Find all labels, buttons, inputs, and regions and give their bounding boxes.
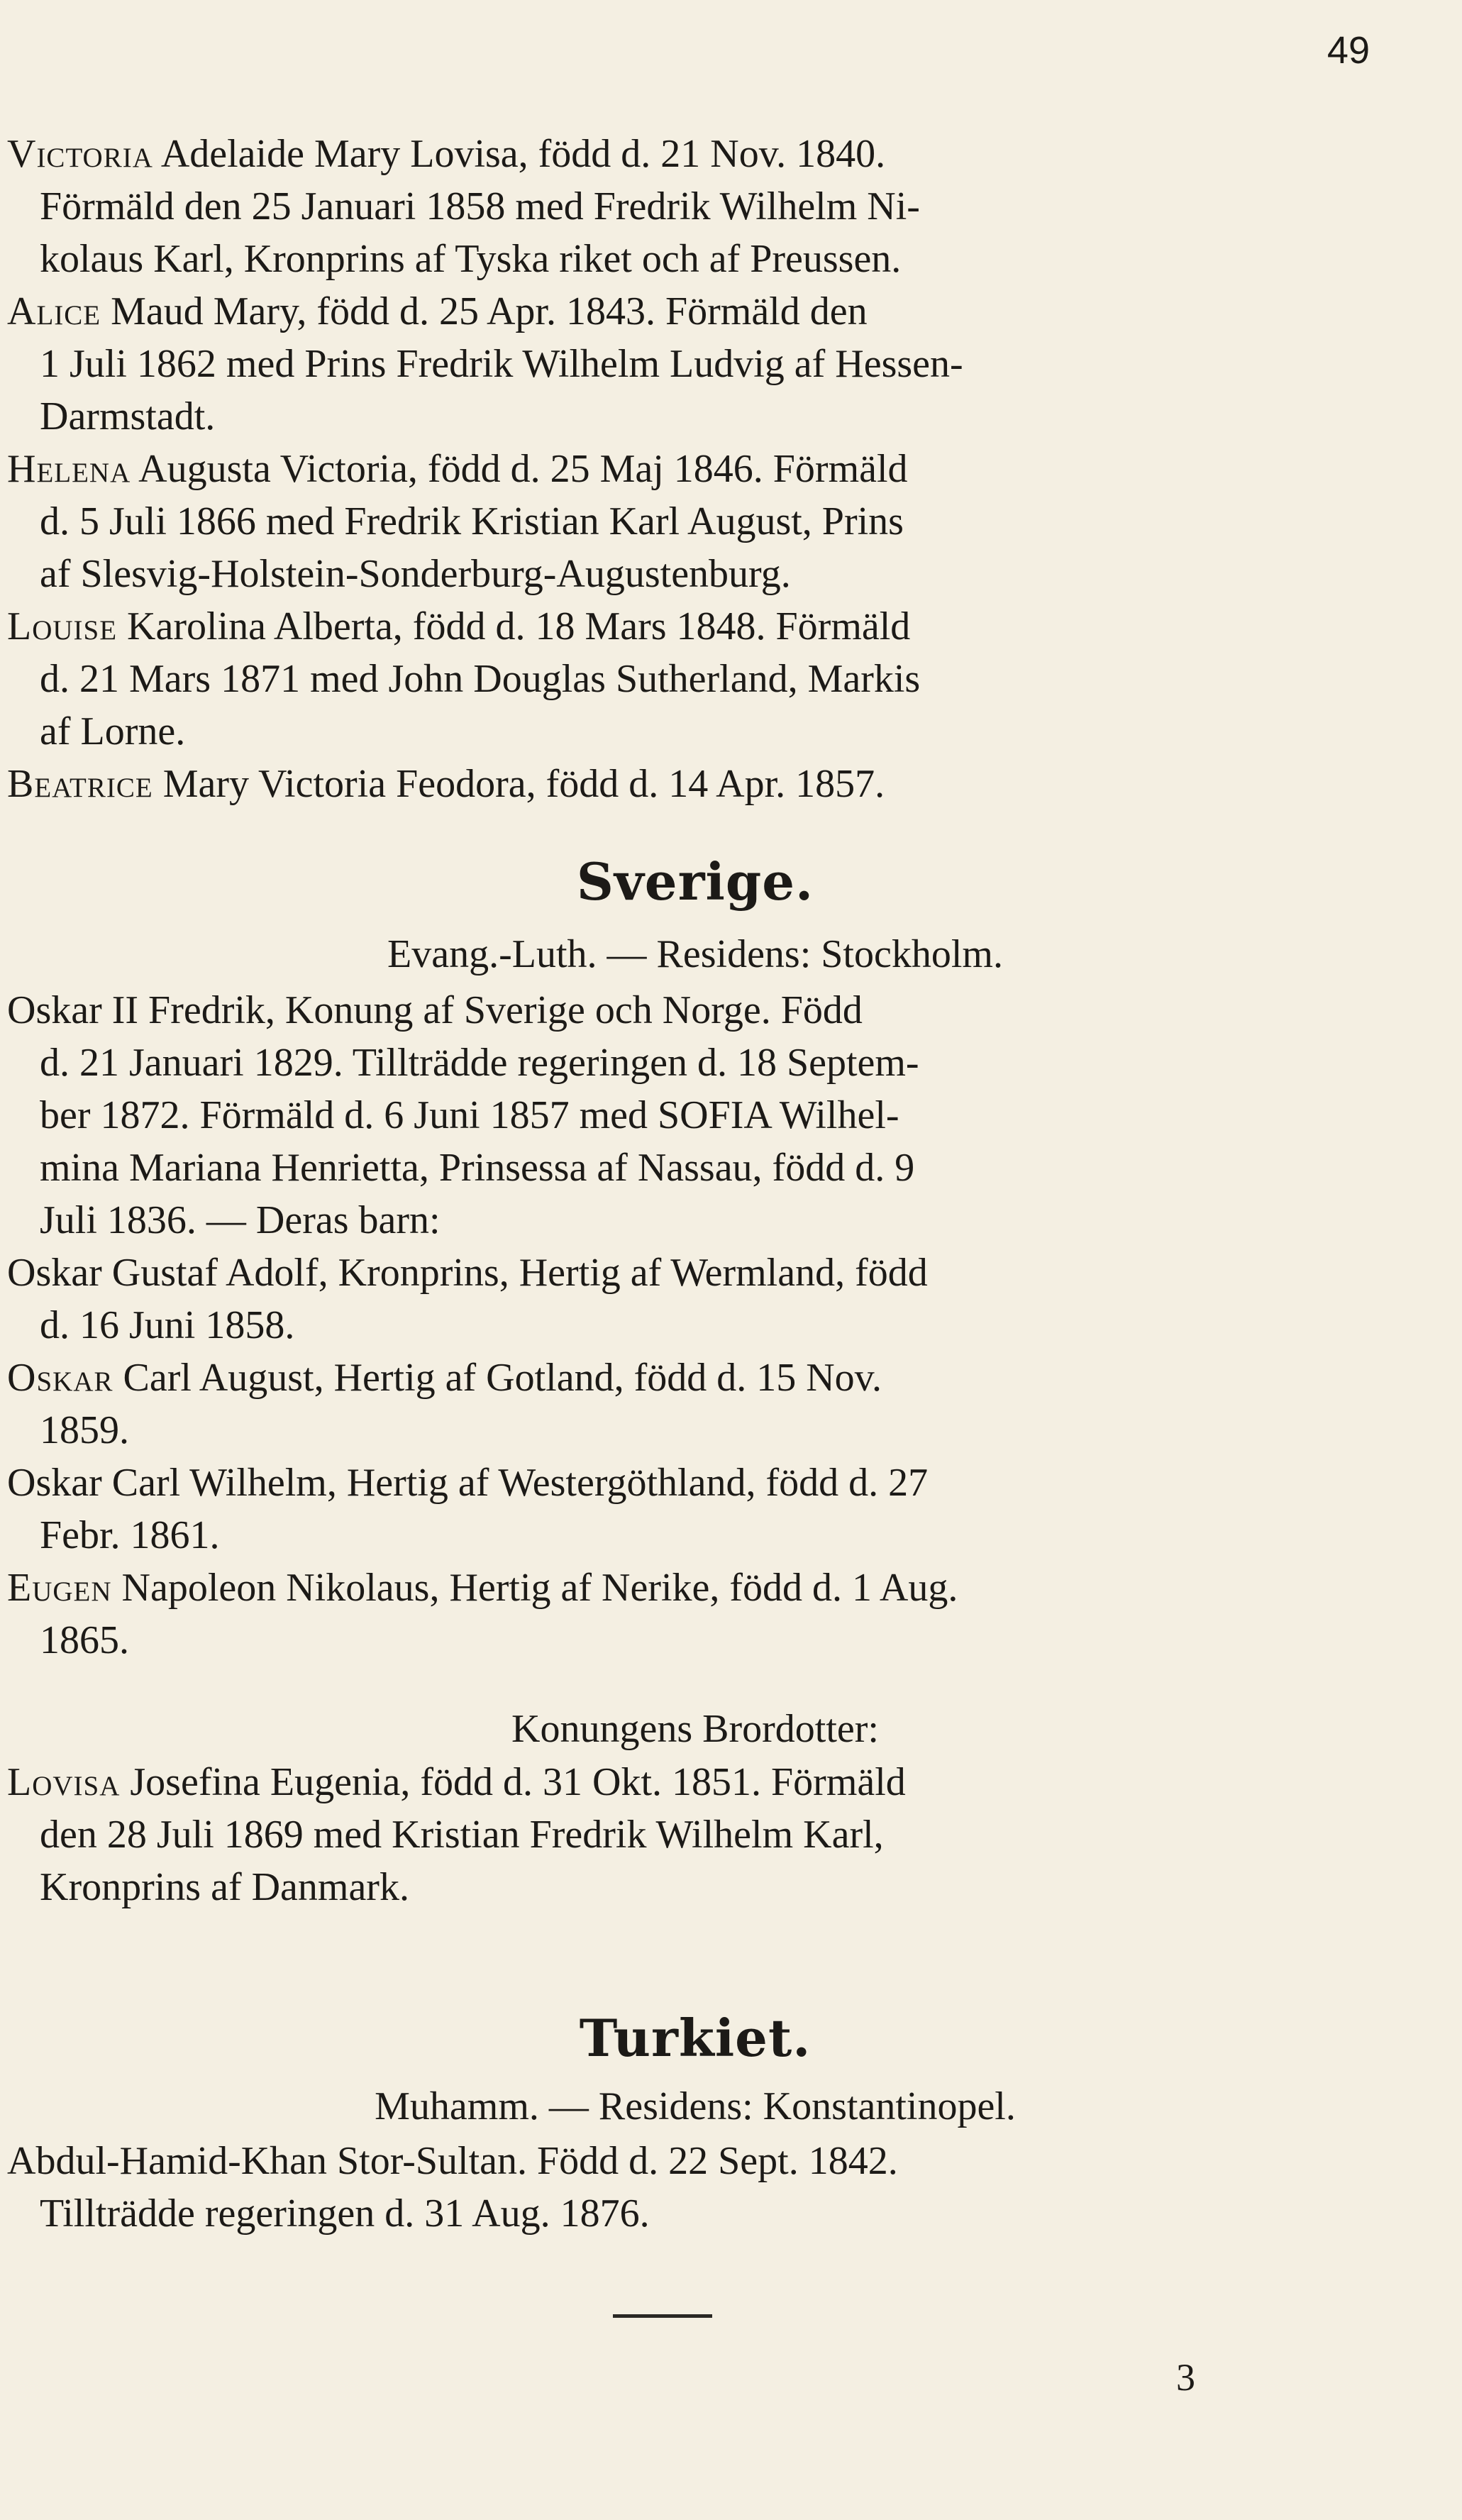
entry-name: Beatrice [7,762,153,806]
entry-oskar-gustaf [7,1247,1390,1352]
entry-line: 1 Juli 1862 med Prins Fredrik Wilhelm Ludvig af Hessen- [40,342,963,386]
entry-line: Carl August, Hertig af Gotland, född d. 15 Nov. [123,1356,882,1400]
entry-oskar-ii [7,984,1390,1247]
entry-line: Napoleon Nikolaus, Hertig af Nerike, född d. 1 Aug. [121,1566,958,1610]
entry-name: Oskar II [7,988,139,1032]
page-number: 49 [1327,29,1370,72]
entry-name: Victoria [7,132,153,176]
section-subheading: Muhamm. — Residens: Konstantinopel. [375,2084,1016,2128]
entry-line: mina Mariana Henrietta, Prinsessa af Nassau, född d. 9 [40,1146,915,1190]
section-sverige [0,851,1390,1913]
entry-line: Kronprins af Danmark. [40,1865,409,1909]
entry-line: d. 5 Juli 1866 med Fredrik Kristian Karl August, Prins [40,499,904,543]
section-subheading: Evang.-Luth. — Residens: Stockholm. [387,932,1003,976]
entry-line: Augusta Victoria, född d. 25 Maj 1846. Förmäld [138,447,908,491]
entry-line: d. 21 Mars 1871 med John Douglas Sutherland, Markis [40,657,921,701]
entry-beatrice [0,758,1390,810]
entry-louise [0,600,1390,758]
entry-line: Febr. 1861. [40,1513,220,1557]
entry-line: Maud Mary, född d. 25 Apr. 1843. Förmäld den [111,289,868,333]
section-divider [613,2314,712,2318]
entry-line: Tillträdde regeringen d. 31 Aug. 1876. [40,2192,650,2236]
entry-line: ber 1872. Förmäld d. 6 Juni 1857 med SOFIA Wilhel- [40,1093,899,1137]
entry-name: Oskar [7,1251,102,1295]
entry-line: Juli 1836. — Deras barn: [40,1198,441,1242]
entry-name: Alice [7,289,101,333]
entry-line: Gustaf Adolf, Kronprins, Hertig af Wermland, född [111,1251,928,1295]
entry-line: Karolina Alberta, född d. 18 Mars 1848. Förmäld [127,604,911,648]
entry-line: den 28 Juli 1869 med Kristian Fredrik Wilhelm Karl, [40,1813,884,1857]
entry-lovisa [7,1756,1390,1913]
entry-line: d. 16 Juni 1858. [40,1303,295,1347]
section-princesses [0,128,1390,810]
entry-abdul-hamid [7,2135,1390,2240]
entry-victoria [0,128,1390,285]
entry-line: Adelaide Mary Lovisa, född d. 21 Nov. 1840. [160,132,886,176]
entry-helena [0,443,1390,600]
entry-line: 1859. [40,1408,129,1452]
entry-line: Mary Victoria Feodora, född d. 14 Apr. 1857. [162,762,885,806]
entry-line: Förmäld den 25 Januari 1858 med Fredrik Wilhelm Ni- [40,184,920,228]
entry-oskar-carl-august [7,1352,1390,1457]
subsection-heading: Konungens Brordotter: [511,1707,879,1751]
entry-oskar-carl-wilhelm [7,1457,1390,1562]
entry-name: Louise [7,604,118,648]
entry-name: Helena [7,447,131,491]
entry-line: Josefina Eugenia, född d. 31 Okt. 1851. Förmäld [130,1760,906,1804]
entry-eugen [7,1562,1390,1667]
section-heading: Sverige. [576,851,814,912]
entry-alice [0,285,1390,443]
entry-line: af Slesvig-Holstein-Sonderburg-Augustenburg. [40,552,791,596]
signature-mark: 3 [1176,2356,1195,2399]
entry-name: Oskar [7,1461,102,1505]
section-heading: Turkiet. [579,2008,812,2068]
entry-name: Abdul-Hamid-Khan [7,2139,328,2183]
section-turkiet [0,2008,1390,2240]
entry-line: af Lorne. [40,709,186,753]
entry-line: Darmstadt. [40,394,216,438]
entry-line: Stor-Sultan. Född d. 22 Sept. 1842. [337,2139,898,2183]
entry-line: 1865. [40,1618,129,1662]
entry-line: Carl Wilhelm, Hertig af Westergöthland, född d. 27 [111,1461,929,1505]
entry-name: Oskar [7,1356,113,1400]
entry-line: Fredrik, Konung af Sverige och Norge. Född [148,988,863,1032]
entry-line: kolaus Karl, Kronprins af Tyska riket och af Preussen. [40,237,902,281]
entry-name: Lovisa [7,1760,121,1804]
entry-line: d. 21 Januari 1829. Tillträdde regeringen d. 18 Septem- [40,1041,919,1085]
entry-name: Eugen [7,1566,112,1610]
